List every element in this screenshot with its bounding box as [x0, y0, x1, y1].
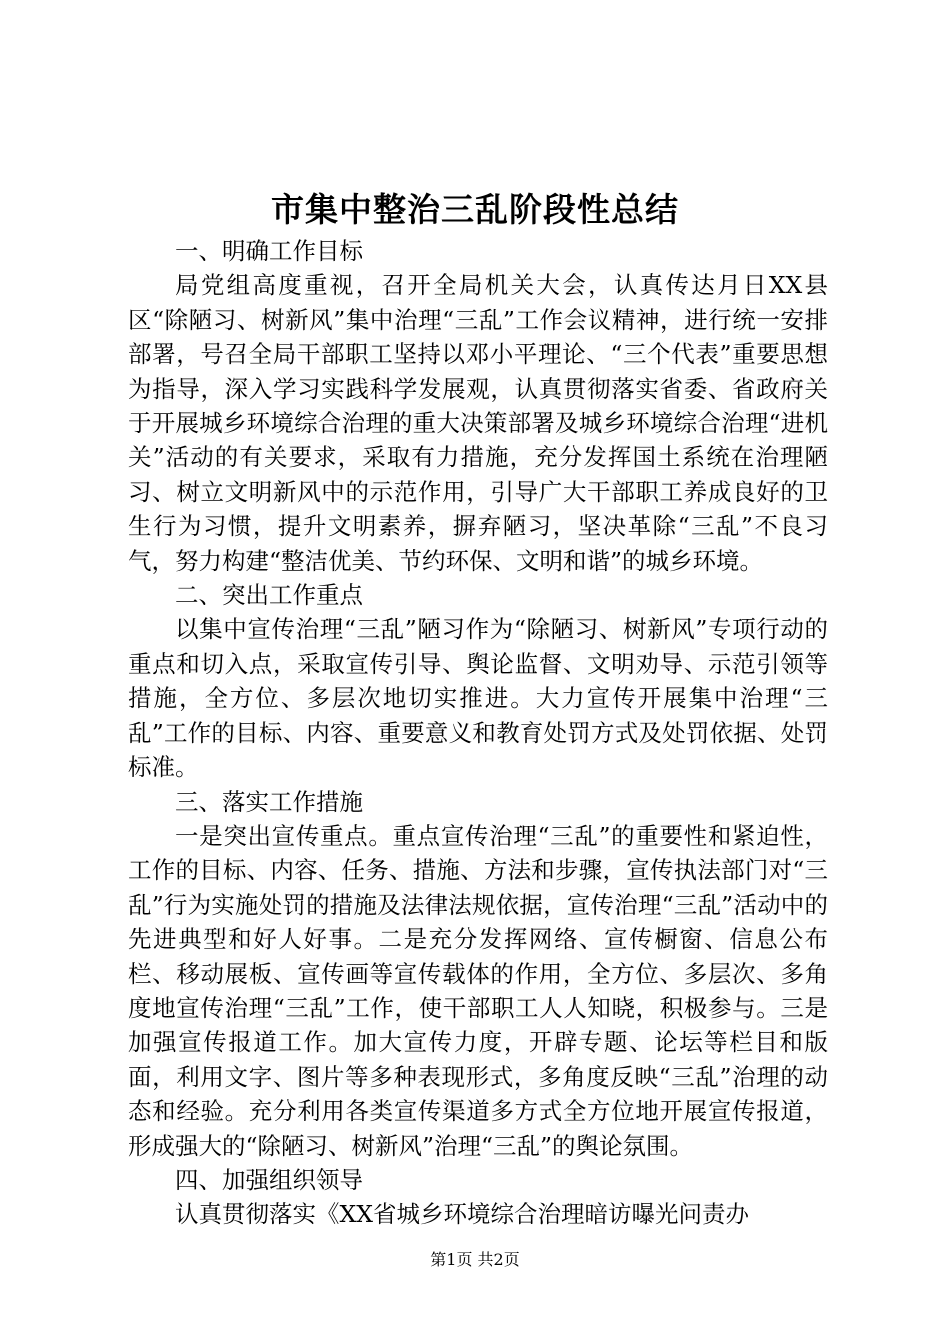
section-paragraph-4: 认真贯彻落实《XX省城乡环境综合治理暗访曝光问责办: [175, 1200, 749, 1229]
section-paragraph-2: 以集中宣传治理“三乱”陋习作为“除陋习、树新风”专项行动的重点和切入点，采取宣传引导、舆论监督、文明劝导、示范引领等措施，全方位、多层次地切实推进。大力宣传开展集中治理“三乱”工作的目标、内容、重要意义和教育处罚方式及处罚依据、处罚标准。: [128, 615, 828, 782]
page-title: 市集中整治三乱阶段性总结: [271, 190, 679, 229]
section-paragraph-1: 局党组高度重视，召开全局机关大会，认真传达月日XX县区“除陋习、树新风”集中治理“三乱”工作会议精神，进行统一安排部署，号召全局干部职工坚持以邓小平理论、“三个代表”重要思想为指导，深入学习实践科学发展观，认真贯彻落实省委、省政府关于开展城乡环境综合治理的重大决策部署及城乡环境综合治理“进机关”活动的有关要求，采取有力措施，充分发挥国土系统在治理陋习、树立文明新风中的示范作用，引导广大干部职工养成良好的卫生行为习惯，提升文明素养，摒弃陋习，坚决革除“三乱”不良习气，努力构建“整洁优美、节约环保、文明和谐”的城乡环境。: [128, 271, 828, 575]
section-paragraph-3: 一是突出宣传重点。重点宣传治理“三乱”的重要性和紧迫性，工作的目标、内容、任务、措施、方法和步骤，宣传执法部门对“三乱”行为实施处罚的措施及法律法规依据，宣传治理“三乱”活动中的先进典型和好人好事。二是充分发挥网络、宣传橱窗、信息公布栏、移动展板、宣传画等宣传载体的作用，全方位、多层次、多角度地宣传治理“三乱”工作，使干部职工人人知晓，积极参与。三是加强宣传报道工作。加大宣传力度，开辟专题、论坛等栏目和版面，利用文字、图片等多种表现形式，多角度反映“三乱”治理的动态和经验。充分利用各类宣传渠道多方式全方位地开展宣传报道，形成强大的“除陋习、树新风”治理“三乱”的舆论氛围。: [128, 821, 828, 1160]
section-heading-3: 三、落实工作措施: [175, 787, 363, 816]
page-footer: 第1页 共2页: [430, 1250, 520, 1269]
section-heading-1: 一、明确工作目标: [175, 237, 363, 265]
section-heading-2: 二、突出工作重点: [175, 581, 363, 610]
section-heading-4: 四、加强组织领导: [175, 1165, 363, 1194]
document-body: [128, 234, 828, 1232]
